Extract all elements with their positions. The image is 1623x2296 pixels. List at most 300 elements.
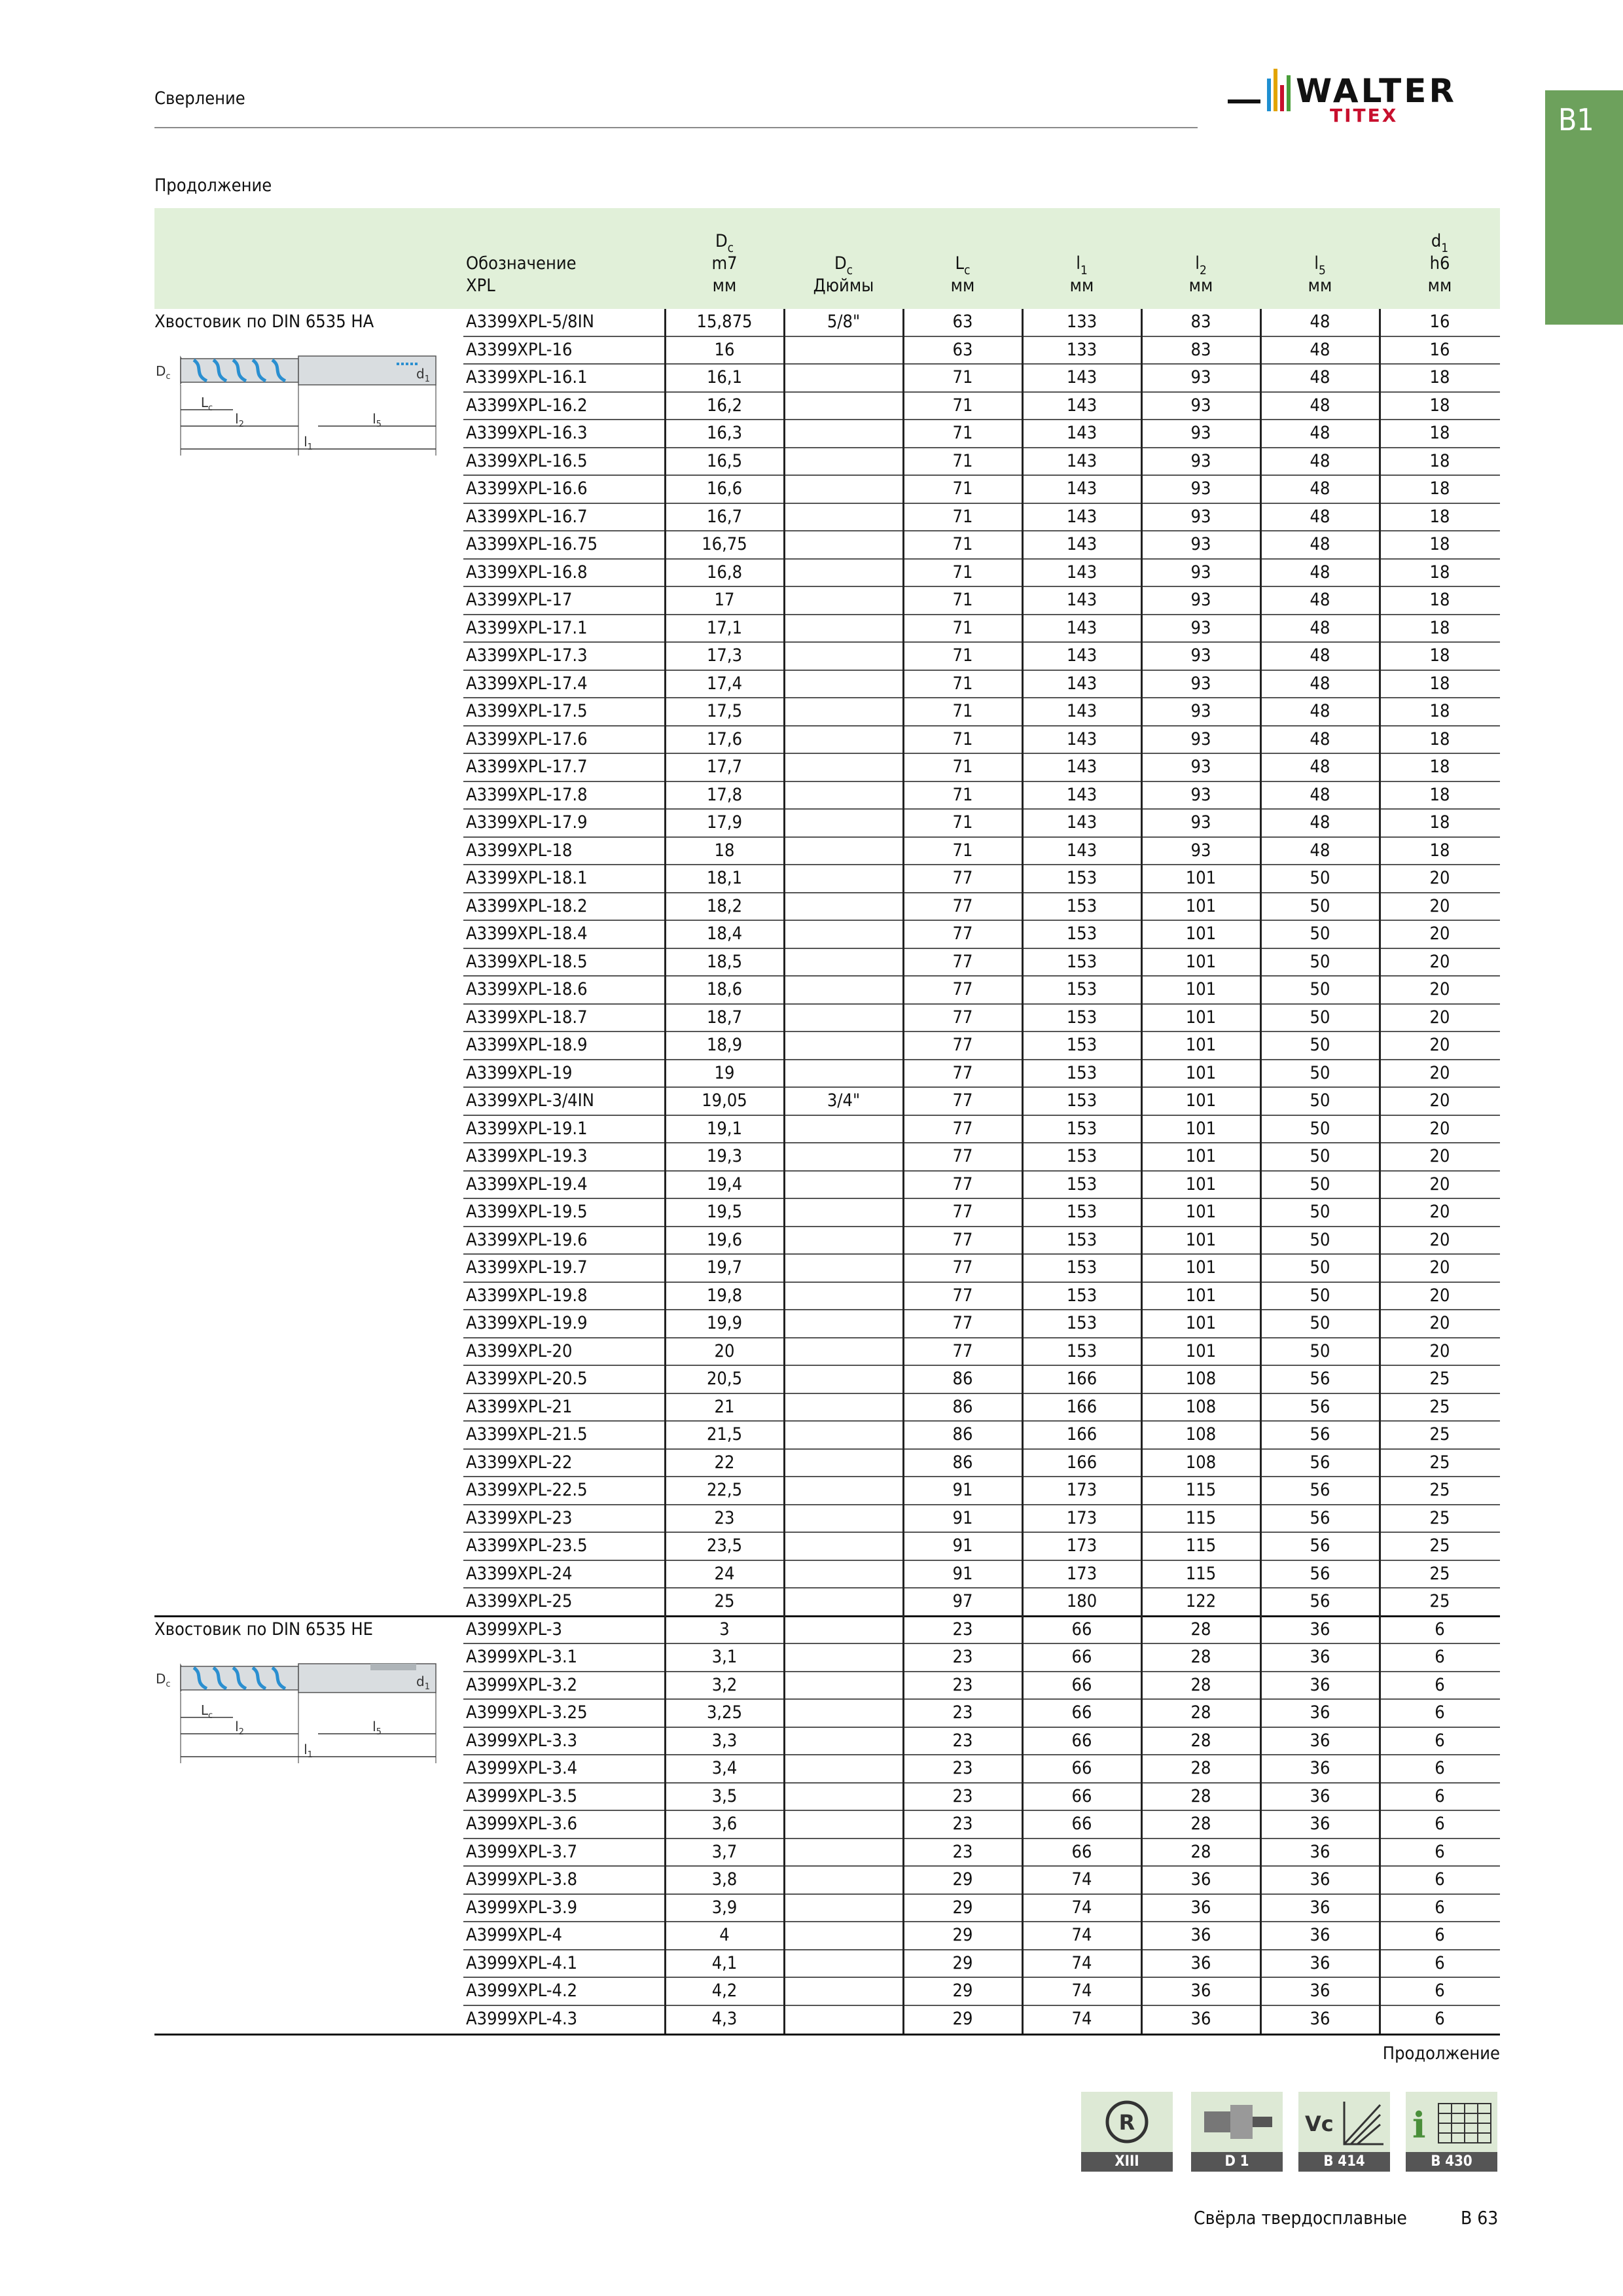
table-cell: 18 bbox=[1429, 590, 1450, 610]
table-cell: 48 bbox=[1310, 339, 1330, 360]
shank-type-label: Хвостовик по DIN 6535 HE bbox=[154, 1619, 373, 1640]
table-cell: 16,3 bbox=[706, 423, 743, 443]
table-cell: 173 bbox=[1066, 1480, 1097, 1500]
table-cell: A3399XPL-18.2 bbox=[466, 895, 588, 916]
table-cell: A3999XPL-4 bbox=[466, 1925, 562, 1945]
table-cell: A3399XPL-21 bbox=[466, 1396, 573, 1417]
table-cell: 115 bbox=[1185, 1480, 1217, 1500]
table-row bbox=[154, 1588, 1500, 1617]
table-cell: 17,9 bbox=[706, 812, 743, 833]
column-divider bbox=[1022, 309, 1024, 2034]
table-cell: 108 bbox=[1185, 1424, 1217, 1444]
table-cell: 48 bbox=[1310, 673, 1330, 694]
table-cell: 115 bbox=[1185, 1507, 1217, 1528]
table-cell: A3399XPL-23 bbox=[466, 1507, 573, 1528]
table-cell: 20 bbox=[1429, 1035, 1450, 1055]
table-row bbox=[154, 476, 1500, 504]
table-cell: 18 bbox=[1429, 534, 1450, 554]
table-cell: 50 bbox=[1310, 1146, 1330, 1166]
table-cell: A3399XPL-18.7 bbox=[466, 1007, 588, 1028]
table-cell: 143 bbox=[1066, 728, 1097, 749]
table-row bbox=[154, 1450, 1500, 1478]
table-cell: 77 bbox=[952, 951, 973, 972]
table-cell: 91 bbox=[952, 1507, 973, 1528]
svg-text:WALTER: WALTER bbox=[1296, 72, 1457, 110]
table-cell: 77 bbox=[952, 1035, 973, 1055]
table-cell: 16 bbox=[1429, 312, 1450, 332]
table-cell: 18 bbox=[1429, 757, 1450, 777]
table-row bbox=[154, 560, 1500, 588]
table-cell: 3,8 bbox=[711, 1869, 738, 1890]
table-cell: 71 bbox=[952, 757, 973, 777]
table-cell: 36 bbox=[1310, 2008, 1330, 2029]
shank-type-label: Хвостовик по DIN 6535 HA bbox=[154, 312, 374, 332]
table-cell: 101 bbox=[1185, 1229, 1217, 1250]
table-cell: 71 bbox=[952, 701, 973, 721]
table-cell: 36 bbox=[1190, 1925, 1211, 1945]
table-cell: 19 bbox=[714, 1062, 735, 1083]
table-cell: 93 bbox=[1190, 423, 1211, 443]
table-cell: 18 bbox=[1429, 701, 1450, 721]
table-cell: A3399XPL-18.4 bbox=[466, 924, 588, 944]
column-header-line: $l_1$ bbox=[1076, 253, 1088, 278]
table-cell: 18,4 bbox=[706, 924, 743, 944]
table-cell: 91 bbox=[952, 1480, 973, 1500]
table-cell: 71 bbox=[952, 423, 973, 443]
table-cell: 77 bbox=[952, 1202, 973, 1222]
table-row bbox=[154, 810, 1500, 838]
column-header-line: $d_1$ bbox=[1431, 231, 1449, 255]
table-cell: 23 bbox=[952, 1702, 973, 1723]
table-cell: 173 bbox=[1066, 1507, 1097, 1528]
table-cell: 20 bbox=[1429, 1090, 1450, 1111]
table-cell: 23 bbox=[952, 1730, 973, 1751]
column-header-line: мм bbox=[1427, 276, 1452, 296]
table-cell: A3999XPL-3.6 bbox=[466, 1814, 578, 1834]
table-row bbox=[154, 1143, 1500, 1172]
table-cell: 115 bbox=[1185, 1563, 1217, 1584]
table-cell: 50 bbox=[1310, 1285, 1330, 1306]
table-cell: 17,8 bbox=[706, 784, 743, 805]
table-row bbox=[154, 1366, 1500, 1394]
table-cell: 101 bbox=[1185, 979, 1217, 999]
table-cell: 101 bbox=[1185, 951, 1217, 972]
table-cell: 28 bbox=[1190, 1730, 1211, 1751]
table-cell: 25 bbox=[1429, 1507, 1450, 1528]
table-row bbox=[154, 643, 1500, 671]
table-cell: 77 bbox=[952, 1118, 973, 1139]
table-cell: 48 bbox=[1310, 757, 1330, 777]
table-cell: 153 bbox=[1066, 1313, 1097, 1333]
table-cell: A3999XPL-3.25 bbox=[466, 1702, 588, 1723]
table-cell: 153 bbox=[1066, 1285, 1097, 1306]
table-cell: 36 bbox=[1190, 1952, 1211, 1973]
table-row bbox=[154, 1255, 1500, 1283]
table-cell: 18,2 bbox=[706, 895, 743, 916]
table-cell: 66 bbox=[1071, 1702, 1092, 1723]
dc-label: $D_c$ bbox=[156, 1670, 171, 1689]
table-cell: 23 bbox=[952, 1814, 973, 1834]
column-header-line: $l_2$ bbox=[1195, 253, 1207, 278]
table-cell: 18 bbox=[1429, 367, 1450, 387]
table-cell: 143 bbox=[1066, 617, 1097, 638]
table-cell: 48 bbox=[1310, 423, 1330, 443]
table-cell: 3,4 bbox=[711, 1758, 738, 1778]
table-cell: 16 bbox=[714, 339, 735, 360]
table-cell: 28 bbox=[1190, 1785, 1211, 1806]
drill-dimension-diagram bbox=[154, 1645, 442, 1776]
table-cell: 74 bbox=[1071, 1869, 1092, 1890]
reference-label: XIII bbox=[1081, 2152, 1173, 2172]
table-cell: 143 bbox=[1066, 812, 1097, 833]
table-row bbox=[154, 865, 1500, 893]
table-cell: 50 bbox=[1310, 868, 1330, 888]
table-cell: 19,9 bbox=[706, 1313, 743, 1333]
table-cell: 74 bbox=[1071, 2008, 1092, 2029]
table-cell: 77 bbox=[952, 1062, 973, 1083]
table-cell: 6 bbox=[1435, 1925, 1445, 1945]
table-cell: 50 bbox=[1310, 1062, 1330, 1083]
table-cell: 173 bbox=[1066, 1563, 1097, 1584]
table-cell: 23 bbox=[952, 1841, 973, 1862]
table-cell: 93 bbox=[1190, 450, 1211, 471]
table-cell: 143 bbox=[1066, 673, 1097, 694]
table-cell: 6 bbox=[1435, 1814, 1445, 1834]
table-cell: A3399XPL-16.6 bbox=[466, 478, 588, 499]
table-cell: A3999XPL-4.3 bbox=[466, 2008, 578, 2029]
table-cell: 93 bbox=[1190, 590, 1211, 610]
table-cell: 93 bbox=[1190, 506, 1211, 527]
table-cell: 66 bbox=[1071, 1730, 1092, 1751]
table-row bbox=[154, 1895, 1500, 1923]
table-row bbox=[154, 1505, 1500, 1534]
table-cell: 28 bbox=[1190, 1841, 1211, 1862]
column-divider bbox=[783, 309, 785, 2034]
regrind-icon bbox=[1081, 2092, 1173, 2152]
table-cell: A3399XPL-16.8 bbox=[466, 562, 588, 583]
table-cell: 18 bbox=[1429, 478, 1450, 499]
table-cell: 101 bbox=[1185, 1146, 1217, 1166]
table-cell: A3399XPL-16 bbox=[466, 339, 573, 360]
table-cell: 6 bbox=[1435, 1841, 1445, 1862]
table-cell: A3399XPL-16.2 bbox=[466, 395, 588, 416]
table-cell: 25 bbox=[1429, 1480, 1450, 1500]
table-cell: 153 bbox=[1066, 1174, 1097, 1194]
table-cell: 77 bbox=[952, 1313, 973, 1333]
table-cell: A3399XPL-16.5 bbox=[466, 450, 588, 471]
table-cell: 56 bbox=[1310, 1591, 1330, 1611]
table-cell: 153 bbox=[1066, 1146, 1097, 1166]
column-header-line: m7 bbox=[711, 253, 738, 274]
table-cell: 101 bbox=[1185, 1090, 1217, 1111]
table-cell: 77 bbox=[952, 868, 973, 888]
table-cell: 93 bbox=[1190, 367, 1211, 387]
page-number: B 63 bbox=[1461, 2207, 1499, 2229]
table-cell: 93 bbox=[1190, 478, 1211, 499]
reference-label: B 414 bbox=[1298, 2152, 1390, 2172]
table-cell: A3399XPL-19.7 bbox=[466, 1257, 588, 1278]
table-cell: 16,7 bbox=[706, 506, 743, 527]
table-row bbox=[154, 1283, 1500, 1311]
table-cell: 93 bbox=[1190, 673, 1211, 694]
table-cell: A3999XPL-3.1 bbox=[466, 1647, 578, 1667]
table-cell: 153 bbox=[1066, 1257, 1097, 1278]
table-cell: 143 bbox=[1066, 395, 1097, 416]
table-cell: 25 bbox=[1429, 1563, 1450, 1584]
l1-dimension-label: $l_1$ bbox=[304, 434, 313, 452]
table-cell: A3399XPL-17.4 bbox=[466, 673, 588, 694]
table-cell: 19,1 bbox=[706, 1118, 743, 1139]
table-cell: 28 bbox=[1190, 1619, 1211, 1640]
l1-dimension-label: $l_1$ bbox=[304, 1741, 313, 1760]
table-cell: 153 bbox=[1066, 924, 1097, 944]
table-cell: 71 bbox=[952, 534, 973, 554]
table-cell: 101 bbox=[1185, 868, 1217, 888]
table-cell: 166 bbox=[1066, 1396, 1097, 1417]
table-cell: 18,5 bbox=[706, 951, 743, 972]
chapter-tab: B1 bbox=[1545, 90, 1623, 325]
table-cell: 71 bbox=[952, 812, 973, 833]
table-cell: A3399XPL-17.6 bbox=[466, 728, 588, 749]
table-cell: 20 bbox=[1429, 1146, 1450, 1166]
table-cell: 101 bbox=[1185, 1007, 1217, 1028]
table-cell: 101 bbox=[1185, 1118, 1217, 1139]
table-row bbox=[154, 726, 1500, 755]
table-row bbox=[154, 1005, 1500, 1033]
table-cell: 50 bbox=[1310, 1007, 1330, 1028]
table-cell: 71 bbox=[952, 450, 973, 471]
table-cell: 18 bbox=[1429, 562, 1450, 583]
table-cell: 29 bbox=[952, 1897, 973, 1918]
table-cell: 17 bbox=[714, 590, 735, 610]
svg-text:R: R bbox=[1118, 2110, 1135, 2135]
table-cell: 56 bbox=[1310, 1424, 1330, 1444]
table-row bbox=[154, 893, 1500, 922]
column-header-line: $D_c$ bbox=[715, 231, 734, 255]
table-cell: A3399XPL-17.1 bbox=[466, 617, 588, 638]
table-cell: A3399XPL-19.5 bbox=[466, 1202, 588, 1222]
table-cell: 77 bbox=[952, 1146, 973, 1166]
table-cell: 22,5 bbox=[706, 1480, 743, 1500]
table-cell: 143 bbox=[1066, 784, 1097, 805]
table-cell: 48 bbox=[1310, 312, 1330, 332]
column-header-line: мм bbox=[712, 276, 737, 296]
table-cell: 101 bbox=[1185, 924, 1217, 944]
table-cell: 25 bbox=[1429, 1369, 1450, 1389]
table-cell: 20 bbox=[1429, 979, 1450, 999]
table-cell: 56 bbox=[1310, 1563, 1330, 1584]
table-cell: 93 bbox=[1190, 562, 1211, 583]
table-cell: 77 bbox=[952, 1285, 973, 1306]
table-cell: 3,6 bbox=[711, 1814, 738, 1834]
table-cell: 48 bbox=[1310, 784, 1330, 805]
table-cell: A3399XPL-17.8 bbox=[466, 784, 588, 805]
reference-label: B 430 bbox=[1406, 2152, 1497, 2172]
table-cell: A3399XPL-23.5 bbox=[466, 1535, 588, 1556]
table-cell: 108 bbox=[1185, 1369, 1217, 1389]
table-cell: 6 bbox=[1435, 1952, 1445, 1973]
table-cell: 19,7 bbox=[706, 1257, 743, 1278]
table-cell: 56 bbox=[1310, 1452, 1330, 1473]
table-cell: 50 bbox=[1310, 1035, 1330, 1055]
table-cell: 20 bbox=[1429, 1062, 1450, 1083]
table-cell: 16,2 bbox=[706, 395, 743, 416]
table-cell: 6 bbox=[1435, 1758, 1445, 1778]
table-cell: 143 bbox=[1066, 645, 1097, 666]
table-cell: 48 bbox=[1310, 478, 1330, 499]
table-cell: 83 bbox=[1190, 339, 1211, 360]
table-row bbox=[154, 949, 1500, 977]
table-cell: 48 bbox=[1310, 562, 1330, 583]
table-cell: A3399XPL-19.1 bbox=[466, 1118, 588, 1139]
table-row bbox=[154, 838, 1500, 866]
lc-dimension-label: $L_c$ bbox=[200, 1702, 213, 1721]
reference-icon-box bbox=[1406, 2092, 1497, 2172]
table-cell: 93 bbox=[1190, 395, 1211, 416]
table-cell: 101 bbox=[1185, 1340, 1217, 1361]
table-cell: 56 bbox=[1310, 1507, 1330, 1528]
table-cell: 101 bbox=[1185, 1174, 1217, 1194]
table-cell: 4 bbox=[719, 1925, 730, 1945]
table-cell: 28 bbox=[1190, 1647, 1211, 1667]
table-cell: 153 bbox=[1066, 1229, 1097, 1250]
table-cell: 6 bbox=[1435, 1702, 1445, 1723]
table-cell: 48 bbox=[1310, 534, 1330, 554]
table-cell: 93 bbox=[1190, 784, 1211, 805]
table-cell: 18 bbox=[1429, 395, 1450, 416]
table-cell: 16,1 bbox=[706, 367, 743, 387]
table-cell: 36 bbox=[1310, 1814, 1330, 1834]
table-cell: 50 bbox=[1310, 951, 1330, 972]
table-cell: A3399XPL-16.7 bbox=[466, 506, 588, 527]
table-row bbox=[154, 1088, 1500, 1116]
table-cell: 50 bbox=[1310, 1174, 1330, 1194]
table-cell: 48 bbox=[1310, 450, 1330, 471]
column-header-line: мм bbox=[950, 276, 975, 296]
table-cell: 66 bbox=[1071, 1647, 1092, 1667]
table-cell: 74 bbox=[1071, 1925, 1092, 1945]
table-cell: 50 bbox=[1310, 895, 1330, 916]
table-cell: 143 bbox=[1066, 840, 1097, 861]
table-cell: 93 bbox=[1190, 757, 1211, 777]
table-cell: 17,6 bbox=[706, 728, 743, 749]
table-cell: 3,2 bbox=[711, 1674, 738, 1695]
table-cell: 71 bbox=[952, 840, 973, 861]
table-cell: 77 bbox=[952, 979, 973, 999]
table-cell: 25 bbox=[1429, 1452, 1450, 1473]
table-row bbox=[154, 698, 1500, 726]
table-cell: A3399XPL-5/8IN bbox=[466, 312, 594, 332]
table-cell: 16,8 bbox=[706, 562, 743, 583]
table-cell: 18 bbox=[1429, 423, 1450, 443]
table-cell: 83 bbox=[1190, 312, 1211, 332]
cutting-data-icon bbox=[1298, 2092, 1390, 2152]
table-row bbox=[154, 1978, 1500, 2006]
table-row bbox=[154, 1422, 1500, 1450]
table-cell: 18,7 bbox=[706, 1007, 743, 1028]
table-cell: 19,3 bbox=[706, 1146, 743, 1166]
column-header-line: $D_c$ bbox=[834, 253, 853, 278]
table-cell: A3999XPL-4.1 bbox=[466, 1952, 578, 1973]
table-cell: 36 bbox=[1310, 1619, 1330, 1640]
table-cell: 20 bbox=[1429, 1285, 1450, 1306]
table-cell: 50 bbox=[1310, 979, 1330, 999]
table-cell: 108 bbox=[1185, 1452, 1217, 1473]
table-cell: 36 bbox=[1310, 1730, 1330, 1751]
table-cell: A3399XPL-19.8 bbox=[466, 1285, 588, 1306]
table-cell: 36 bbox=[1310, 1869, 1330, 1890]
table-cell: 36 bbox=[1310, 1647, 1330, 1667]
table-row bbox=[154, 1032, 1500, 1060]
table-row bbox=[154, 1561, 1500, 1589]
table-cell: 48 bbox=[1310, 617, 1330, 638]
table-cell: 66 bbox=[1071, 1758, 1092, 1778]
table-cell: A3999XPL-3 bbox=[466, 1619, 562, 1640]
table-cell: 180 bbox=[1066, 1591, 1097, 1611]
table-cell: A3399XPL-21.5 bbox=[466, 1424, 588, 1444]
table-cell: 17,3 bbox=[706, 645, 743, 666]
table-cell: 20,5 bbox=[706, 1369, 743, 1389]
table-cell: 48 bbox=[1310, 812, 1330, 833]
table-cell: 6 bbox=[1435, 1869, 1445, 1890]
footer-title: Свёрла твердосплавные bbox=[1194, 2207, 1407, 2229]
l2-dimension-label: $l_2$ bbox=[235, 1718, 244, 1737]
table-cell: 29 bbox=[952, 2008, 973, 2029]
table-cell: 143 bbox=[1066, 562, 1097, 583]
table-cell: A3999XPL-3.2 bbox=[466, 1674, 578, 1695]
table-cell: 143 bbox=[1066, 478, 1097, 499]
table-cell: 6 bbox=[1435, 2008, 1445, 2029]
table-cell: 86 bbox=[952, 1369, 973, 1389]
table-cell: 77 bbox=[952, 1090, 973, 1111]
table-cell: 56 bbox=[1310, 1369, 1330, 1389]
table-cell: 166 bbox=[1066, 1452, 1097, 1473]
table-cell: 77 bbox=[952, 1007, 973, 1028]
table-row bbox=[154, 1338, 1500, 1367]
column-header-line: Обозначение bbox=[466, 253, 577, 274]
table-cell: 122 bbox=[1185, 1591, 1217, 1611]
table-cell: 3,25 bbox=[706, 1702, 743, 1723]
table-cell: 71 bbox=[952, 728, 973, 749]
table-cell: A3399XPL-20 bbox=[466, 1340, 573, 1361]
table-row bbox=[154, 615, 1500, 643]
table-cell: 48 bbox=[1310, 701, 1330, 721]
table-row bbox=[154, 1394, 1500, 1422]
table-cell: 36 bbox=[1190, 1981, 1211, 2001]
table-row bbox=[154, 977, 1500, 1005]
column-header-line: мм bbox=[1188, 276, 1213, 296]
table-cell: 48 bbox=[1310, 506, 1330, 527]
reference-label: D 1 bbox=[1191, 2152, 1283, 2172]
table-cell: 71 bbox=[952, 478, 973, 499]
table-row bbox=[154, 1199, 1500, 1227]
table-cell: 3,9 bbox=[711, 1897, 738, 1918]
table-cell: A3399XPL-17.5 bbox=[466, 701, 588, 721]
table-cell: 23 bbox=[952, 1674, 973, 1695]
drill-shank bbox=[298, 356, 436, 385]
table-cell: A3399XPL-22 bbox=[466, 1452, 573, 1473]
table-cell: 17,7 bbox=[706, 757, 743, 777]
table-row bbox=[154, 587, 1500, 615]
table-cell: 20 bbox=[1429, 1229, 1450, 1250]
table-cell: 50 bbox=[1310, 1257, 1330, 1278]
table-cell: 23 bbox=[952, 1758, 973, 1778]
svg-text:TITEX: TITEX bbox=[1330, 105, 1399, 126]
table-cell: 25 bbox=[1429, 1396, 1450, 1417]
table-cell: 6 bbox=[1435, 1981, 1445, 2001]
table-cell: A3399XPL-17 bbox=[466, 590, 573, 610]
table-cell: 143 bbox=[1066, 590, 1097, 610]
